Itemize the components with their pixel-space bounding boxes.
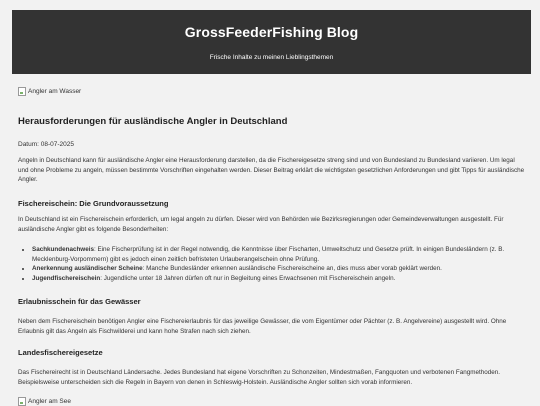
article-title: Herausforderungen für ausländische Angler in Deutschland xyxy=(18,116,288,127)
site-header xyxy=(12,10,531,74)
list-item-term: Sachkundenachweis xyxy=(32,246,94,253)
list-item-text: : Jugendliche unter 18 Jahren dürfen oft nur in Begleitung eines Erwachsenen mit Fischereischein angeln. xyxy=(100,274,396,282)
top-image-alt: Angler am Wasser xyxy=(28,87,82,95)
list-item xyxy=(32,245,526,264)
list-item-text: : Eine Fischerprüfung ist in der Regel notwendig, die Kenntnisse über Fischarten, Umweltschutz und Gesetze prüft. In einigen Bundesländern (z. B. Mecklenburg-Vorpommern) gibt es jedoch einen zeitlich befristeten Urlauberangelschein ohne Prüfung. xyxy=(32,246,505,263)
article-date: Datum: 08-07-2025 xyxy=(18,141,75,148)
list-item xyxy=(32,274,526,284)
list-item-term: Anerkennung ausländischer Scheine xyxy=(32,265,143,272)
list-item-term: Jugendfischereischein xyxy=(32,274,101,282)
requirements-list xyxy=(18,245,526,283)
section-heading-fischereischein: Fischereischein: Die Grundvoraussetzung xyxy=(18,199,169,208)
site-title: GrossFeederFishing Blog xyxy=(184,24,359,40)
bottom-image-alt: Angler am See xyxy=(28,397,71,405)
list-item xyxy=(32,264,526,274)
section-heading-erlaubnisschein: Erlaubnisschein für das Gewässer xyxy=(18,297,141,306)
section-text-landesfischereigesetze: Das Fischereirecht ist in Deutschland Ländersache. Jedes Bundesland hat eigene Vorschriften zu Schonzeiten, Mindestmaßen, Fangquoten und verbotenen Fangmethoden. Beispielsweise unterscheiden sich die Regeln in Bayern von denen in Schleswig-Holstein. Ausländische Angler sollten sich vorab informieren. xyxy=(18,369,501,386)
section-text-erlaubnisschein: Neben dem Fischereischein benötigen Angler eine Fischereierlaubnis für das jeweilige Gewässer, die vom Eigentümer oder Pächter (z. B. Angelvereine) ausgestellt wird. Ohne Erlaubnis gilt das Angeln als Fischwilderei und kann hohe Strafen nach sich ziehen. xyxy=(18,318,507,335)
section-heading-landesfischereigesetze: Landesfischereigesetze xyxy=(18,348,103,357)
site-subtitle: Frische Inhalte zu meinen Lieblingsthemen xyxy=(209,54,334,61)
section-text-fischereischein: In Deutschland ist ein Fischereischein erforderlich, um legal angeln zu dürfen. Dieser wird von Behörden wie Bezirksregierungen oder Gemeindeverwaltungen ausgestellt. Für ausländische Angler gibt es folgende Besonderheiten: xyxy=(18,216,504,233)
broken-image-icon xyxy=(18,87,26,96)
intro-paragraph: Angeln in Deutschland kann für ausländische Angler eine Herausforderung darstellen, da die Fischereigesetze streng sind und von Bundesland zu Bundesland variieren. Um legal und ohne Probleme zu angeln, müssen bestimmte Vorschriften eingehalten werden. Dieser Beitrag erklärt die wichtigsten gesetzlichen Anforderungen und gibt Tipps für ausländische Angler. xyxy=(18,157,525,183)
top-image xyxy=(18,86,526,96)
article-content xyxy=(18,86,526,405)
broken-image-icon xyxy=(18,397,26,406)
list-item-text: : Manche Bundesländer erkennen ausländische Fischereischeine an, dies muss aber vorab geklärt werden. xyxy=(142,265,442,272)
